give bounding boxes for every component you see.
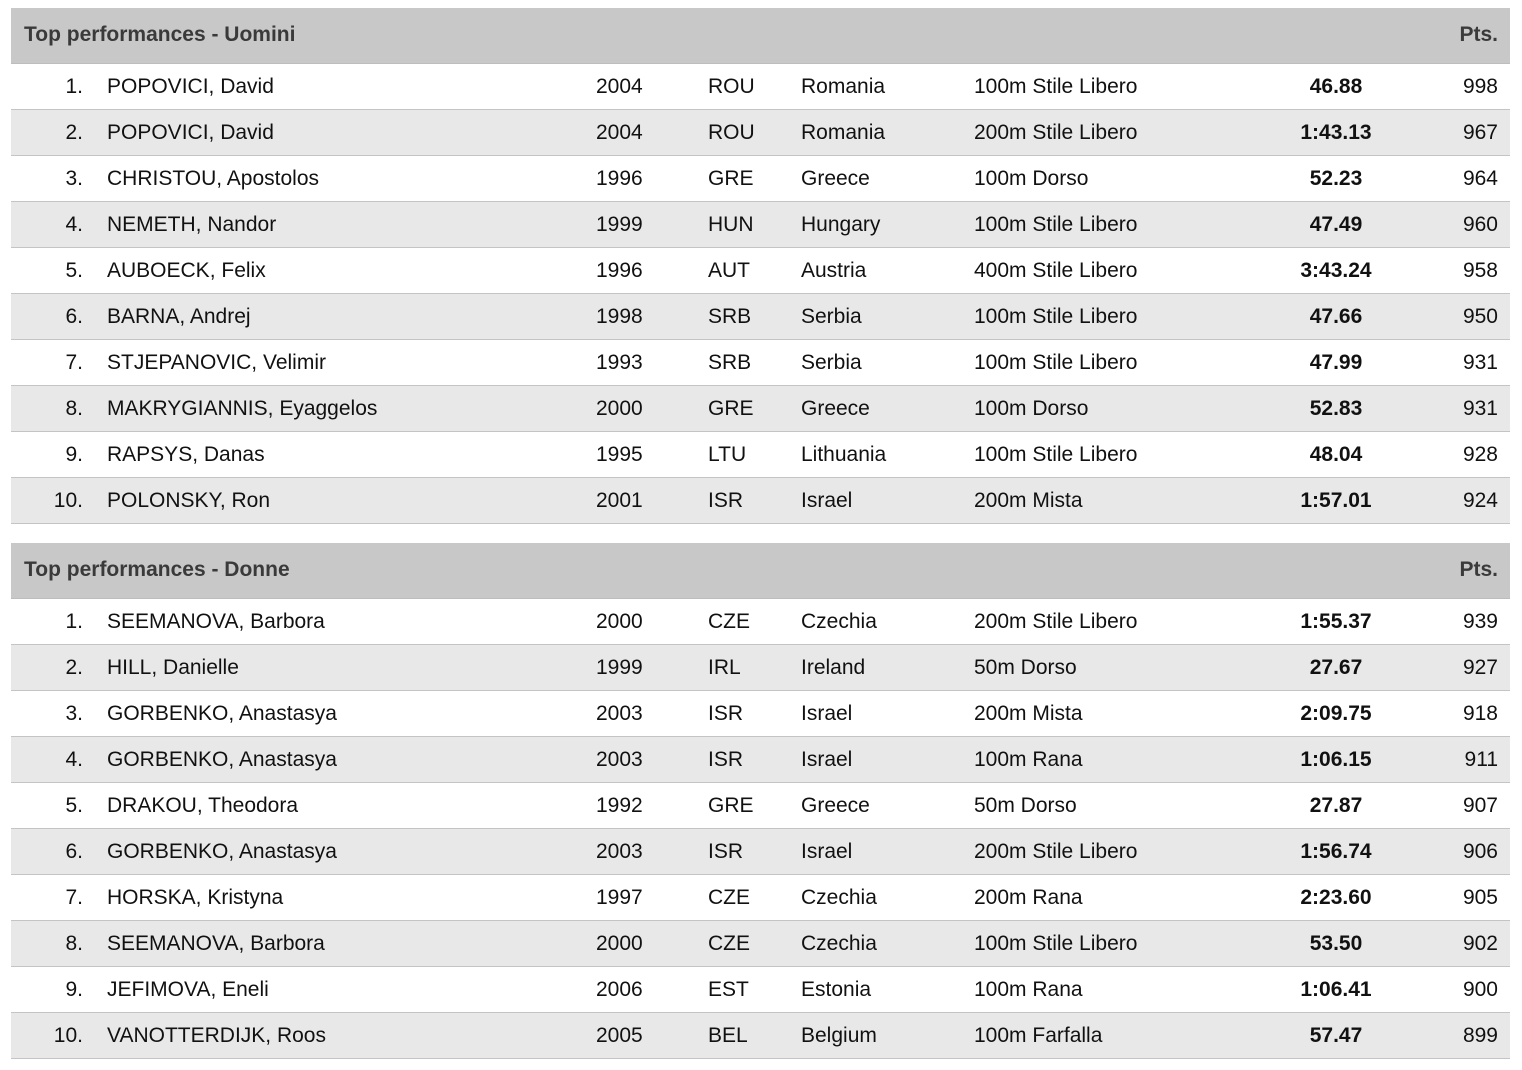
points-cell: 939 [1462,610,1498,633]
birth-year-cell: 2004 [596,75,643,98]
points-cell: 902 [1462,932,1498,955]
country-name-cell: Greece [801,167,870,190]
birth-year-cell: 2003 [596,840,643,863]
country-code-cell: AUT [708,259,750,282]
rank-cell: 8. [65,932,83,955]
points-cell: 960 [1462,213,1498,236]
points-column-header: Pts. [1459,23,1498,46]
country-name-cell: Ireland [801,656,866,679]
rank-cell: 3. [65,167,83,190]
rank-cell: 6. [65,305,83,328]
birth-year-cell: 2000 [596,932,643,955]
points-cell: 899 [1462,1024,1498,1047]
athlete-name-cell: HORSKA, Kristyna [107,886,284,909]
event-cell: 200m Rana [974,886,1083,909]
time-cell: 2:23.60 [1300,886,1372,909]
time-cell: 3:43.24 [1300,259,1372,282]
rank-cell: 8. [65,397,83,420]
athlete-name-cell: HILL, Danielle [107,656,239,679]
country-code-cell: SRB [708,351,752,374]
birth-year-cell: 1996 [596,259,643,282]
rank-cell: 5. [65,259,83,282]
country-code-cell: ISR [708,748,744,771]
country-code-cell: SRB [708,305,752,328]
points-cell: 905 [1462,886,1498,909]
country-code-cell: IRL [708,656,741,679]
table-row [11,737,1510,783]
country-name-cell: Czechia [801,932,877,955]
country-name-cell: Belgium [801,1024,877,1047]
rank-cell: 3. [65,702,83,725]
athlete-name-cell: SEEMANOVA, Barbora [107,610,325,633]
country-name-cell: Greece [801,397,870,420]
country-code-cell: EST [708,978,749,1001]
table-row [11,110,1510,156]
rank-cell: 1. [65,610,83,633]
event-cell: 200m Mista [974,489,1083,512]
rank-cell: 7. [65,351,83,374]
table-row [11,691,1510,737]
country-code-cell: LTU [708,443,747,466]
points-cell: 967 [1462,121,1498,144]
athlete-name-cell: MAKRYGIANNIS, Eyaggelos [107,397,378,420]
birth-year-cell: 1992 [596,794,643,817]
table-row [11,156,1510,202]
time-cell: 1:06.15 [1300,748,1372,771]
points-cell: 931 [1462,351,1498,374]
athlete-name-cell: GORBENKO, Anastasya [107,748,337,771]
event-cell: 200m Stile Libero [974,610,1138,633]
birth-year-cell: 2003 [596,748,643,771]
points-column-header: Pts. [1459,558,1498,581]
event-cell: 200m Stile Libero [974,121,1138,144]
country-code-cell: BEL [708,1024,748,1047]
points-cell: 998 [1462,75,1498,98]
country-code-cell: ISR [708,702,744,725]
athlete-name-cell: SEEMANOVA, Barbora [107,932,325,955]
country-code-cell: ROU [708,75,755,98]
table-header [11,543,1510,599]
table-row [11,1013,1510,1059]
athlete-name-cell: RAPSYS, Danas [107,443,265,466]
country-code-cell: ISR [708,840,744,863]
birth-year-cell: 2000 [596,610,643,633]
rank-cell: 1. [65,75,83,98]
birth-year-cell: 1995 [596,443,643,466]
points-cell: 928 [1462,443,1498,466]
rank-cell: 9. [65,443,83,466]
country-name-cell: Estonia [801,978,872,1001]
table-body [11,599,1510,1059]
country-name-cell: Israel [801,702,853,725]
rank-cell: 2. [65,121,83,144]
table-row [11,432,1510,478]
event-cell: 100m Stile Libero [974,443,1138,466]
rank-cell: 4. [65,213,83,236]
points-cell: 950 [1462,305,1498,328]
birth-year-cell: 1998 [596,305,643,328]
athlete-name-cell: POLONSKY, Ron [107,489,271,512]
birth-year-cell: 1999 [596,656,643,679]
time-cell: 52.23 [1309,167,1363,190]
time-cell: 53.50 [1309,932,1363,955]
country-name-cell: Czechia [801,886,877,909]
points-cell: 964 [1462,167,1498,190]
points-cell: 900 [1462,978,1498,1001]
event-cell: 100m Stile Libero [974,351,1138,374]
country-code-cell: CZE [708,932,750,955]
birth-year-cell: 2003 [596,702,643,725]
country-code-cell: GRE [708,397,754,420]
time-cell: 27.87 [1309,794,1363,817]
country-name-cell: Israel [801,748,853,771]
country-code-cell: ISR [708,489,744,512]
event-cell: 100m Stile Libero [974,932,1138,955]
event-cell: 100m Rana [974,978,1083,1001]
table-row [11,202,1510,248]
country-code-cell: GRE [708,167,754,190]
event-cell: 200m Stile Libero [974,840,1138,863]
athlete-name-cell: POPOVICI, David [107,75,274,98]
country-name-cell: Serbia [801,305,862,328]
table-title: Top performances - Uomini [24,23,296,46]
country-name-cell: Hungary [801,213,881,236]
event-cell: 200m Mista [974,702,1083,725]
points-cell: 931 [1462,397,1498,420]
athlete-name-cell: BARNA, Andrej [107,305,251,328]
country-code-cell: CZE [708,886,750,909]
time-cell: 1:56.74 [1300,840,1372,863]
event-cell: 100m Stile Libero [974,75,1138,98]
athlete-name-cell: VANOTTERDIJK, Roos [107,1024,326,1047]
event-cell: 50m Dorso [974,656,1077,679]
birth-year-cell: 2005 [596,1024,643,1047]
event-cell: 50m Dorso [974,794,1077,817]
event-cell: 100m Dorso [974,167,1089,190]
time-cell: 52.83 [1309,397,1363,420]
country-name-cell: Czechia [801,610,877,633]
country-name-cell: Austria [801,259,867,282]
rank-cell: 4. [65,748,83,771]
athlete-name-cell: AUBOECK, Felix [107,259,266,282]
event-cell: 400m Stile Libero [974,259,1138,282]
table-row [11,386,1510,432]
event-cell: 100m Stile Libero [974,305,1138,328]
country-code-cell: GRE [708,794,754,817]
time-cell: 1:55.37 [1300,610,1372,633]
country-name-cell: Serbia [801,351,862,374]
table-row [11,967,1510,1013]
time-cell: 46.88 [1309,75,1363,98]
athlete-name-cell: CHRISTOU, Apostolos [107,167,320,190]
athlete-name-cell: GORBENKO, Anastasya [107,702,337,725]
athlete-name-cell: GORBENKO, Anastasya [107,840,337,863]
women-rankings-table [11,543,1510,1059]
time-cell: 27.67 [1309,656,1363,679]
points-cell: 958 [1462,259,1498,282]
time-cell: 1:57.01 [1300,489,1372,512]
points-cell: 906 [1462,840,1498,863]
table-row [11,829,1510,875]
table-row [11,783,1510,829]
athlete-name-cell: JEFIMOVA, Eneli [107,978,269,1001]
country-name-cell: Greece [801,794,870,817]
time-cell: 2:09.75 [1300,702,1372,725]
points-cell: 918 [1462,702,1498,725]
rank-cell: 2. [65,656,83,679]
country-code-cell: HUN [708,213,754,236]
table-row [11,478,1510,524]
athlete-name-cell: STJEPANOVIC, Velimir [107,351,326,374]
time-cell: 1:43.13 [1300,121,1372,144]
country-name-cell: Israel [801,489,853,512]
birth-year-cell: 1999 [596,213,643,236]
table-row [11,599,1510,645]
country-name-cell: Romania [801,75,886,98]
country-name-cell: Romania [801,121,886,144]
country-name-cell: Israel [801,840,853,863]
time-cell: 48.04 [1309,443,1363,466]
birth-year-cell: 1997 [596,886,643,909]
event-cell: 100m Farfalla [974,1024,1103,1047]
birth-year-cell: 2004 [596,121,643,144]
athlete-name-cell: POPOVICI, David [107,121,274,144]
points-cell: 907 [1462,794,1498,817]
points-cell: 927 [1462,656,1498,679]
points-cell: 911 [1464,748,1498,771]
men-rankings-table [11,8,1510,524]
table-row [11,921,1510,967]
event-cell: 100m Rana [974,748,1083,771]
points-cell: 924 [1462,489,1498,512]
table-row [11,875,1510,921]
birth-year-cell: 1996 [596,167,643,190]
table-body [11,64,1510,524]
athlete-name-cell: NEMETH, Nandor [107,213,277,236]
rank-cell: 6. [65,840,83,863]
table-row [11,340,1510,386]
event-cell: 100m Stile Libero [974,213,1138,236]
table-row [11,645,1510,691]
time-cell: 47.66 [1309,305,1363,328]
rank-cell: 10. [53,1024,83,1047]
table-header [11,8,1510,64]
time-cell: 1:06.41 [1300,978,1372,1001]
table-title: Top performances - Donne [24,558,290,581]
time-cell: 57.47 [1309,1024,1363,1047]
table-row [11,248,1510,294]
time-cell: 47.49 [1309,213,1363,236]
rank-cell: 10. [53,489,83,512]
birth-year-cell: 2001 [596,489,643,512]
birth-year-cell: 2000 [596,397,643,420]
rank-cell: 9. [65,978,83,1001]
time-cell: 47.99 [1309,351,1363,374]
country-name-cell: Lithuania [801,443,887,466]
rank-cell: 5. [65,794,83,817]
country-code-cell: ROU [708,121,755,144]
table-row [11,294,1510,340]
birth-year-cell: 1993 [596,351,643,374]
rank-cell: 7. [65,886,83,909]
country-code-cell: CZE [708,610,750,633]
birth-year-cell: 2006 [596,978,643,1001]
event-cell: 100m Dorso [974,397,1089,420]
table-row [11,64,1510,110]
athlete-name-cell: DRAKOU, Theodora [107,794,299,817]
